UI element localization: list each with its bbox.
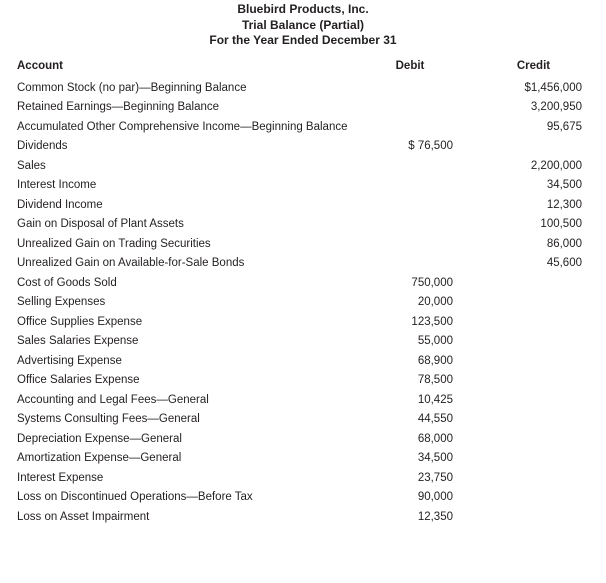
table-row bbox=[17, 312, 582, 332]
account-cell: Interest Income bbox=[17, 179, 97, 192]
debit-cell: 23,750 bbox=[417, 471, 453, 484]
credit-cell: 34,500 bbox=[546, 179, 582, 192]
account-cell: Cost of Goods Sold bbox=[17, 276, 117, 289]
table-row bbox=[17, 156, 582, 176]
debit-cell: 20,000 bbox=[417, 296, 453, 309]
account-cell: Gain on Disposal of Plant Assets bbox=[17, 218, 184, 231]
account-cell: Accounting and Legal Fees—General bbox=[17, 393, 209, 406]
debit-cell bbox=[349, 156, 455, 176]
credit-cell: 2,200,000 bbox=[530, 159, 582, 172]
report-header bbox=[0, 2, 606, 49]
account-cell: Dividends bbox=[17, 140, 68, 153]
debit-cell bbox=[349, 254, 455, 274]
account-cell: Office Supplies Expense bbox=[17, 315, 143, 328]
table-body bbox=[17, 78, 582, 527]
credit-cell bbox=[455, 429, 582, 449]
credit-cell bbox=[455, 273, 582, 293]
credit-cell: 3,200,950 bbox=[530, 101, 582, 114]
credit-column-header: Credit bbox=[516, 60, 551, 72]
credit-cell bbox=[455, 468, 582, 488]
credit-cell bbox=[455, 351, 582, 371]
debit-cell: 68,900 bbox=[417, 354, 453, 367]
table-row bbox=[17, 449, 582, 469]
credit-cell: 12,300 bbox=[546, 198, 582, 211]
table-row bbox=[17, 390, 582, 410]
credit-cell bbox=[455, 371, 582, 391]
credit-cell bbox=[455, 507, 582, 527]
credit-cell: 95,675 bbox=[546, 120, 582, 133]
table-row bbox=[17, 488, 582, 508]
debit-cell: 10,425 bbox=[417, 393, 453, 406]
table-row bbox=[17, 351, 582, 371]
debit-cell: 44,550 bbox=[417, 413, 453, 426]
credit-cell bbox=[455, 488, 582, 508]
account-cell: Advertising Expense bbox=[17, 354, 122, 367]
debit-cell: $ 76,500 bbox=[408, 140, 453, 153]
debit-cell bbox=[349, 176, 455, 196]
table-header-row bbox=[17, 54, 582, 78]
account-cell: Dividend Income bbox=[17, 198, 103, 211]
credit-cell: 86,000 bbox=[546, 237, 582, 250]
credit-cell bbox=[455, 293, 582, 313]
account-cell: Office Salaries Expense bbox=[17, 374, 140, 387]
table-row bbox=[17, 98, 582, 118]
table-row bbox=[17, 195, 582, 215]
debit-cell: 12,350 bbox=[417, 510, 453, 523]
credit-cell bbox=[455, 332, 582, 352]
credit-cell: 100,500 bbox=[540, 218, 582, 231]
credit-cell: $1,456,000 bbox=[524, 81, 582, 94]
debit-cell bbox=[349, 98, 455, 118]
debit-cell bbox=[349, 215, 455, 235]
report-title: Trial Balance (Partial) bbox=[241, 17, 365, 32]
account-cell: Sales Salaries Expense bbox=[17, 335, 139, 348]
table-row bbox=[17, 332, 582, 352]
account-cell: Selling Expenses bbox=[17, 296, 106, 309]
table-row bbox=[17, 176, 582, 196]
account-cell: Retained Earnings—Beginning Balance bbox=[17, 101, 220, 114]
credit-cell bbox=[455, 410, 582, 430]
debit-cell: 55,000 bbox=[417, 335, 453, 348]
trial-balance-table bbox=[17, 54, 582, 527]
account-cell: Sales bbox=[17, 159, 46, 172]
table-row bbox=[17, 137, 582, 157]
account-cell: Loss on Discontinued Operations—Before Tax bbox=[17, 491, 253, 504]
table-row bbox=[17, 234, 582, 254]
credit-cell bbox=[455, 312, 582, 332]
table-row bbox=[17, 215, 582, 235]
account-cell: Unrealized Gain on Trading Securities bbox=[17, 237, 211, 250]
debit-cell: 123,500 bbox=[411, 315, 453, 328]
account-cell: Depreciation Expense—General bbox=[17, 432, 182, 445]
table-row bbox=[17, 429, 582, 449]
table-row bbox=[17, 254, 582, 274]
account-cell: Accumulated Other Comprehensive Income—Beginning Balance bbox=[17, 120, 348, 133]
account-cell: Systems Consulting Fees—General bbox=[17, 413, 200, 426]
table-row bbox=[17, 273, 582, 293]
debit-cell bbox=[349, 234, 455, 254]
table-row bbox=[17, 468, 582, 488]
account-cell: Amortization Expense—General bbox=[17, 452, 182, 465]
table-row bbox=[17, 117, 582, 137]
account-cell: Unrealized Gain on Available-for-Sale Bonds bbox=[17, 257, 245, 270]
table-row bbox=[17, 293, 582, 313]
debit-cell bbox=[349, 195, 455, 215]
debit-cell: 78,500 bbox=[417, 374, 453, 387]
table-row bbox=[17, 78, 582, 98]
table-row bbox=[17, 410, 582, 430]
table-row bbox=[17, 371, 582, 391]
debit-cell: 750,000 bbox=[411, 276, 453, 289]
account-cell: Interest Expense bbox=[17, 471, 104, 484]
debit-cell: 90,000 bbox=[417, 491, 453, 504]
credit-cell bbox=[455, 390, 582, 410]
account-cell: Loss on Asset Impairment bbox=[17, 510, 150, 523]
debit-column-header: Debit bbox=[395, 60, 425, 72]
debit-cell: 68,000 bbox=[417, 432, 453, 445]
company-name: Bluebird Products, Inc. bbox=[237, 2, 369, 16]
credit-cell bbox=[455, 449, 582, 469]
report-period: For the Year Ended December 31 bbox=[209, 33, 397, 47]
credit-cell bbox=[455, 137, 582, 157]
debit-cell bbox=[349, 78, 455, 98]
credit-cell: 45,600 bbox=[546, 257, 582, 270]
debit-cell bbox=[349, 117, 455, 137]
debit-cell: 34,500 bbox=[417, 452, 453, 465]
account-column-header: Account bbox=[17, 60, 63, 72]
account-cell: Common Stock (no par)—Beginning Balance bbox=[17, 81, 247, 94]
table-row bbox=[17, 507, 582, 527]
